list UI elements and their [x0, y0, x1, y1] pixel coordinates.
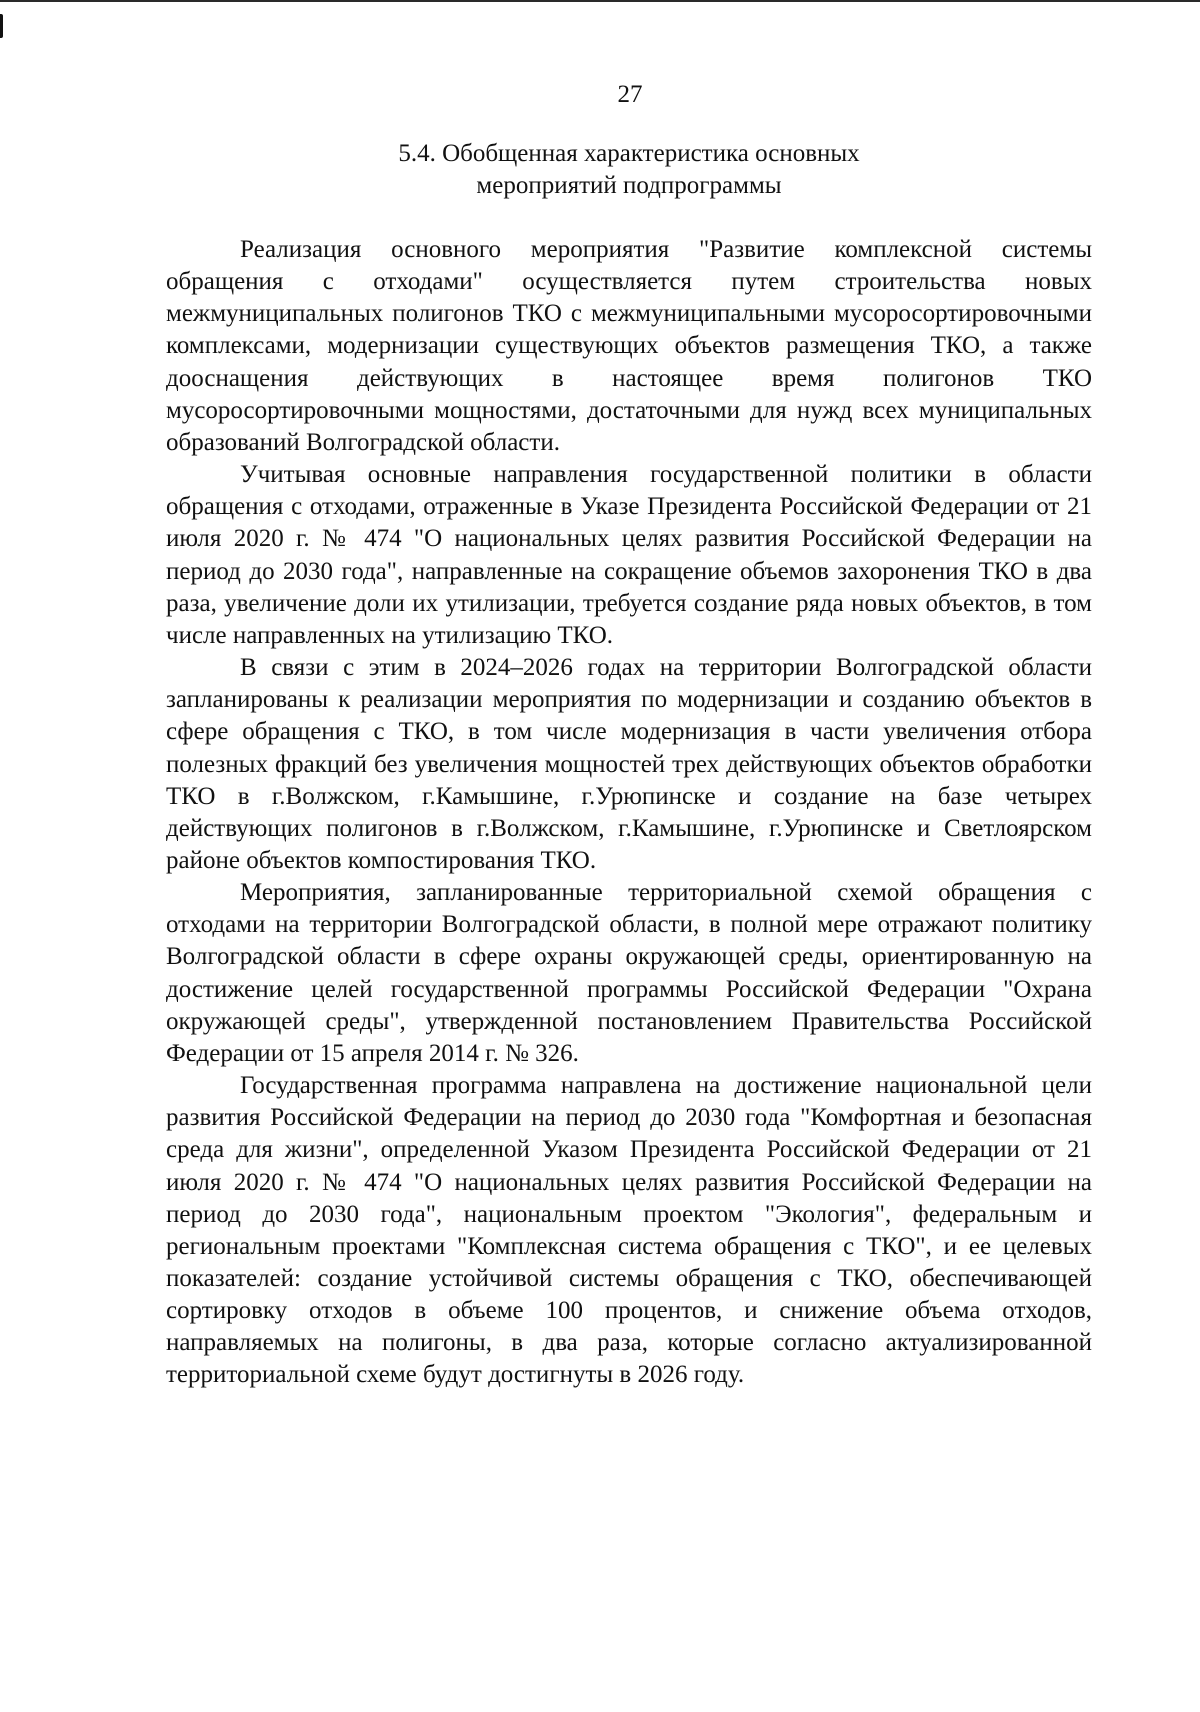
section-title-line-1: 5.4. Обобщенная характеристика основных [398, 140, 860, 167]
page-top-edge [0, 0, 1200, 2]
section-title-line-2: мероприятий подпрограммы [476, 172, 782, 199]
paragraph-2: Учитывая основные направления государственной политики в области обращения с отходами, отраженные в Указе Президента Российской Федерации от 21 июля 2020 г. № 474 "О национальных целях развития Российской Федерации на период до 2030 года", направленные на сокращение объемов захоронения ТКО в два раза, увеличение доли их утилизации, требуется создание ряда новых объектов, в том числе направленных на утилизацию ТКО. [166, 461, 1092, 649]
body-text [166, 234, 1092, 1392]
paragraph-3: В связи с этим в 2024–2026 годах на территории Волгоградской области запланированы к реализации мероприятия по модернизации и созданию объектов в сфере обращения с ТКО, в том числе модернизация в части увеличения отбора полезных фракций без увеличения мощностей трех действующих объектов обработки ТКО в г.Волжском, г.Камышине, г.Урюпинске и создание на базе четырех действующих полигонов в г.Волжском, г.Камышине, г.Урюпинске и Светлоярском районе объектов компостирования ТКО. [166, 654, 1092, 874]
section-title [166, 138, 1092, 202]
paragraph-5: Государственная программа направлена на достижение национальной цели развития Российской Федерации на период до 2030 года "Комфортная и безопасная среда для жизни", определенной Указом Президента Российской Федерации от 21 июля 2020 г. № 474 "О национальных целях развития Российской Федерации на период до 2030 года", национальным проектом "Экология", федеральным и региональным проектами "Комплексная система обращения с ТКО", и ее целевых показателей: создание устойчивой системы обращения с ТКО, обеспечивающей сортировку отходов в объеме 100 процентов, и снижение объема отходов, направляемых на полигоны, в два раза, которые согласно актуализированной территориальной схеме будут достигнуты в 2026 году. [166, 1072, 1092, 1389]
page-number: 27 [617, 81, 643, 108]
paragraph-4: Мероприятия, запланированные территориальной схемой обращения с отходами на территории Волгоградской области, в полной мере отражают политику Волгоградской области в сфере охраны окружающей среды, ориентированную на достижение целей государственной программы Российской Федерации "Охрана окружающей среды", утвержденной постановлением Правительства Российской Федерации от 15 апреля 2014 г. № 326. [166, 879, 1092, 1067]
scan-margin-mark [0, 14, 3, 38]
paragraph-1: Реализация основного мероприятия "Развитие комплексной системы обращения с отходами" осуществляется путем строительства новых межмуниципальных полигонов ТКО с межмуниципальными мусоросортировочными комплексами, модернизации существующих объектов размещения ТКО, а также дооснащения действующих в настоящее время полигонов ТКО мусоросортировочными мощностями, достаточными для нужд всех муниципальных образований Волгоградской области. [166, 236, 1092, 456]
